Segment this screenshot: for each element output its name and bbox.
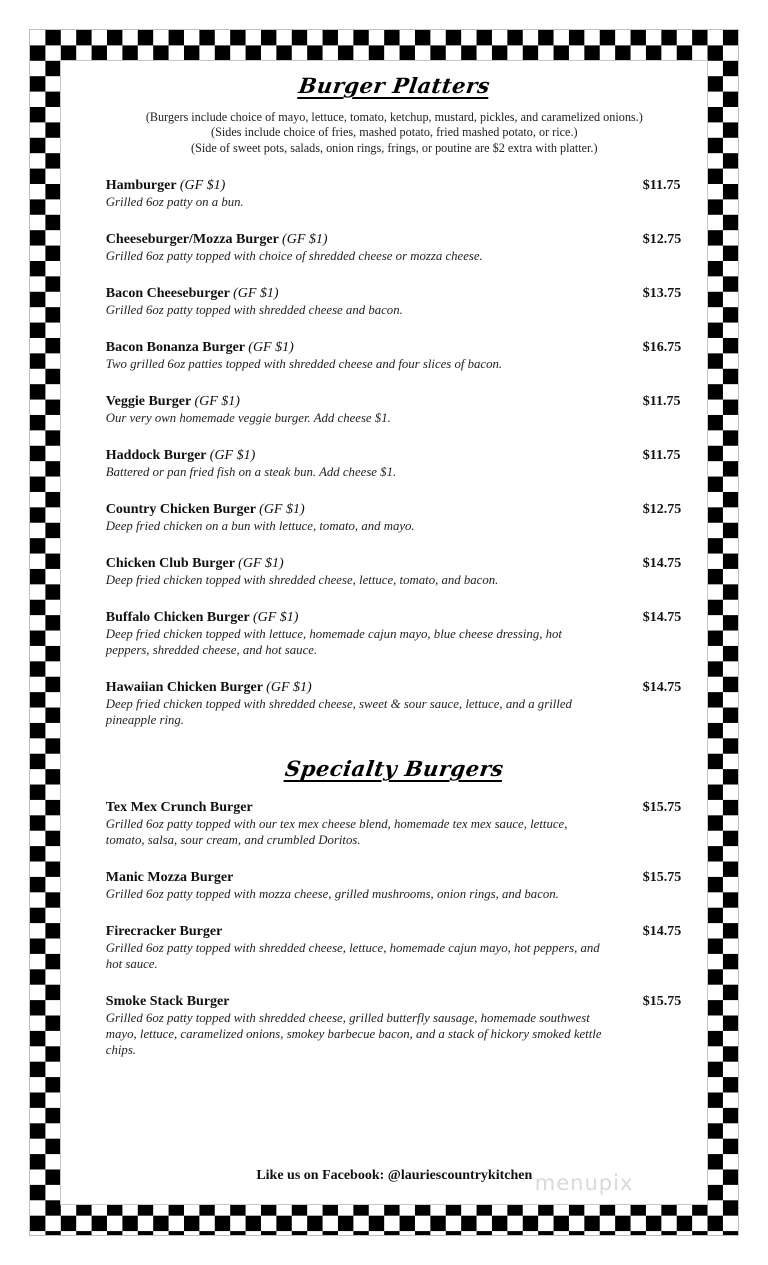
item-price: $11.75 bbox=[642, 177, 681, 193]
gf-option: (GF $1) bbox=[248, 339, 294, 355]
item-description: Deep fried chicken topped with shredded cheese, lettuce, tomato, and bacon. bbox=[105, 572, 499, 587]
menu-item bbox=[106, 339, 683, 372]
section-specialty-burgers bbox=[106, 756, 683, 781]
menu-item bbox=[106, 609, 683, 658]
item-description: Grilled 6oz patty topped with shredded cheese, grilled butterfly sausage, homemade southwest mayo, lettuce, caramelized onions, smokey barbecue bacon, and a stack of hickory smoked kettle chips. bbox=[105, 1010, 602, 1057]
section-burger-platters bbox=[106, 73, 683, 157]
item-name: Tex Mex Crunch Burger bbox=[105, 799, 253, 815]
item-description: Battered or pan fried fish on a steak bun. Add cheese $1. bbox=[105, 464, 397, 479]
menupix-watermark: menupix bbox=[534, 1170, 634, 1195]
item-name: Hamburger (GF $1) bbox=[105, 177, 226, 193]
item-name: Haddock Burger (GF $1) bbox=[105, 447, 256, 463]
gf-option: (GF $1) bbox=[209, 447, 256, 463]
item-name: Bacon Cheeseburger (GF $1) bbox=[105, 285, 279, 301]
item-name: Hawaiian Chicken Burger (GF $1) bbox=[105, 679, 312, 695]
menu-item bbox=[106, 447, 683, 480]
item-name: Cheeseburger/Mozza Burger (GF $1) bbox=[105, 231, 328, 247]
item-description: Grilled 6oz patty topped with mozza cheese, grilled mushrooms, onion rings, and bacon. bbox=[105, 886, 559, 901]
menu-item bbox=[106, 177, 683, 210]
gf-option: (GF $1) bbox=[266, 679, 312, 695]
menu-item bbox=[106, 501, 683, 534]
item-name: Smoke Stack Burger bbox=[105, 993, 230, 1009]
item-price: $15.75 bbox=[642, 993, 682, 1009]
item-price: $12.75 bbox=[642, 501, 682, 517]
item-price: $15.75 bbox=[642, 869, 682, 885]
item-description: Deep fried chicken on a bun with lettuce, tomato, and mayo. bbox=[105, 518, 415, 533]
facebook-footer: Like us on Facebook: @lauriescountrykitchen bbox=[256, 1167, 533, 1183]
item-description: Grilled 6oz patty on a bun. bbox=[105, 194, 244, 209]
item-name: Buffalo Chicken Burger (GF $1) bbox=[105, 609, 299, 625]
section-title: Burger Platters bbox=[297, 72, 492, 98]
note-extra-sides: (Side of sweet pots, salads, onion rings, frings, or poutine are $2 extra with platter.) bbox=[191, 140, 598, 155]
item-price: $11.75 bbox=[642, 393, 681, 409]
item-description: Deep fried chicken topped with lettuce, homemade cajun mayo, blue cheese dressing, hot peppers, shredded cheese, and hot sauce. bbox=[105, 626, 562, 657]
item-description: Our very own homemade veggie burger. Add cheese $1. bbox=[105, 410, 391, 425]
item-name: Firecracker Burger bbox=[105, 923, 223, 939]
item-price: $15.75 bbox=[642, 799, 682, 815]
item-price: $11.75 bbox=[642, 447, 681, 463]
item-description: Grilled 6oz patty topped with shredded cheese, lettuce, homemade cajun mayo, hot peppers, and hot sauce. bbox=[105, 940, 600, 971]
item-price: $14.75 bbox=[642, 609, 682, 625]
menu-item bbox=[106, 555, 683, 588]
menu-item bbox=[106, 993, 683, 1058]
item-price: $14.75 bbox=[642, 679, 682, 695]
gf-option: (GF $1) bbox=[282, 231, 328, 247]
item-name: Chicken Club Burger (GF $1) bbox=[105, 555, 284, 571]
item-description: Grilled 6oz patty topped with shredded cheese and bacon. bbox=[105, 302, 403, 317]
menu-item bbox=[106, 799, 683, 848]
menu-item bbox=[106, 923, 683, 972]
checkered-border bbox=[30, 30, 738, 1235]
item-name: Veggie Burger (GF $1) bbox=[105, 393, 240, 409]
item-price: $14.75 bbox=[642, 923, 682, 939]
item-description: Deep fried chicken topped with shredded cheese, sweet & sour sauce, lettuce, and a grilled pineapple ring. bbox=[105, 696, 572, 727]
item-description: Two grilled 6oz patties topped with shredded cheese and four slices of bacon. bbox=[105, 356, 503, 371]
gf-option: (GF $1) bbox=[233, 285, 279, 301]
note-sides: (Sides include choice of fries, mashed potato, fried mashed potato, or rice.) bbox=[211, 125, 578, 140]
item-price: $14.75 bbox=[642, 555, 682, 571]
item-name: Bacon Bonanza Burger (GF $1) bbox=[105, 339, 294, 355]
item-price: $13.75 bbox=[642, 285, 682, 301]
menu-item bbox=[106, 393, 683, 426]
item-description: Grilled 6oz patty topped with choice of shredded cheese or mozza cheese. bbox=[105, 248, 483, 263]
item-price: $16.75 bbox=[642, 339, 682, 355]
gf-option: (GF $1) bbox=[179, 177, 226, 193]
gf-option: (GF $1) bbox=[238, 555, 284, 571]
section-notes bbox=[106, 110, 683, 157]
menu-item bbox=[106, 231, 683, 264]
menu-item bbox=[106, 869, 683, 902]
menu-item bbox=[106, 679, 683, 728]
item-price: $12.75 bbox=[642, 231, 682, 247]
item-name: Manic Mozza Burger bbox=[105, 869, 234, 885]
gf-option: (GF $1) bbox=[194, 393, 240, 409]
note-toppings: (Burgers include choice of mayo, lettuce, tomato, ketchup, mustard, pickles, and caramelized onions.) bbox=[145, 109, 643, 124]
menu-page bbox=[61, 61, 707, 1204]
item-name: Country Chicken Burger (GF $1) bbox=[105, 501, 305, 517]
section-title: Specialty Burgers bbox=[283, 755, 506, 781]
item-description: Grilled 6oz patty topped with our tex mex cheese blend, homemade tex mex sauce, lettuce, tomato, salsa, sour cream, and crumbled Doritos. bbox=[105, 816, 568, 847]
menu-item bbox=[106, 285, 683, 318]
gf-option: (GF $1) bbox=[259, 501, 305, 517]
gf-option: (GF $1) bbox=[252, 609, 299, 625]
